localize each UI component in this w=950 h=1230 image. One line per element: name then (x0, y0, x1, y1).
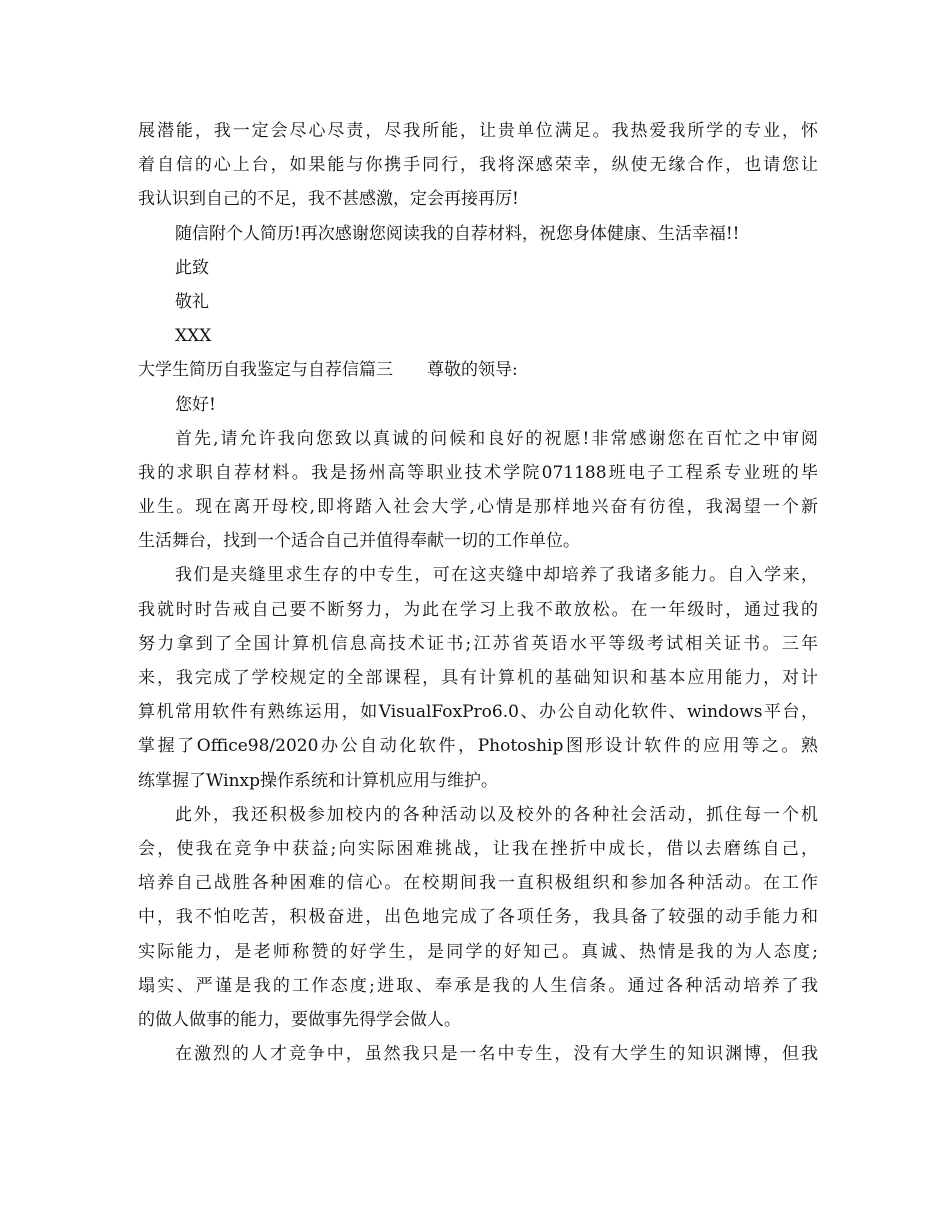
text-line: 实际能力，是老师称赞的好学生，是同学的好知己。真诚、热情是我的为人态度; (138, 941, 818, 962)
text-line: 练掌握了Winxp操作系统和计算机应用与维护。 (138, 770, 499, 791)
text-line: 大学生简历自我鉴定与自荐信篇三 尊敬的领导: (138, 360, 518, 381)
text-line: 随信附个人简历!再次感谢您阅读我的自荐材料，祝您身体健康、生活幸福!! (175, 223, 740, 244)
text-line: 敬礼 (175, 291, 209, 312)
text-line: 来，我完成了学校规定的全部课程，具有计算机的基础知识和基本应用能力，对计 (138, 668, 818, 688)
text-line: 塌实、严谨是我的工作态度;进取、奉承是我的人生信条。通过各种活动培养了我 (138, 975, 818, 996)
text-line: 业生。现在离开母校,即将踏入社会大学,心情是那样地兴奋有彷徨，我渴望一个新 (138, 497, 818, 518)
text-line: 在激烈的人才竞争中，虽然我只是一名中专生，没有大学生的知识渊博，但我 (175, 1044, 818, 1065)
text-line: 您好! (175, 394, 216, 415)
text-line: 着自信的心上台，如果能与你携手同行，我将深感荣幸，纵使无缘合作，也请您让 (138, 155, 818, 176)
text-line: 努力拿到了全国计算机信息高技术证书;江苏省英语水平等级考试相关证书。三年 (138, 633, 818, 654)
text-line: 此外，我还积极参加校内的各种活动以及校外的各种社会活动，抓住每一个机 (175, 804, 818, 825)
text-line: 会，使我在竞争中获益;向实际困难挑战，让我在挫折中成长，借以去磨练自己， (138, 838, 818, 859)
text-line: 算机常用软件有熟练运用，如VisualFoxPro6.0、办公自动化软件、windows平台， (138, 702, 818, 723)
text-line: 生活舞台，找到一个适合自己并值得奉献一切的工作单位。 (138, 531, 580, 552)
text-line: 展潜能，我一定会尽心尽责，尽我所能，让贵单位满足。我热爱我所学的专业，怀 (138, 121, 818, 141)
text-line: 此致 (175, 257, 209, 278)
text-line: XXX (175, 326, 212, 347)
text-line: 中，我不怕吃苦，积极奋进，出色地完成了各项任务，我具备了较强的动手能力和 (138, 907, 818, 928)
text-line: 首先,请允许我向您致以真诚的问候和良好的祝愿!非常感谢您在百忙之中审阅 (175, 428, 818, 449)
text-line: 我的求职自荐材料。我是扬州高等职业技术学院071188班电子工程系专业班的毕 (138, 462, 818, 483)
text-line: 我就时时告戒自己要不断努力，为此在学习上我不敢放松。在一年级时，通过我的 (138, 599, 818, 620)
text-line: 掌握了Office98/2020办公自动化软件，Photoship图形设计软件的应用等之。熟 (138, 736, 818, 757)
text-line: 的做人做事的能力，要做事先得学会做人。 (138, 1009, 461, 1030)
text-line: 我们是夹缝里求生存的中专生，可在这夹缝中却培养了我诸多能力。自入学来， (175, 565, 818, 586)
text-line: 我认识到自己的不足，我不甚感激，定会再接再厉! (138, 189, 519, 210)
document-body (138, 114, 818, 1071)
text-line: 培养自己战胜各种困难的信心。在校期间我一直积极组织和参加各种活动。在工作 (138, 873, 818, 894)
